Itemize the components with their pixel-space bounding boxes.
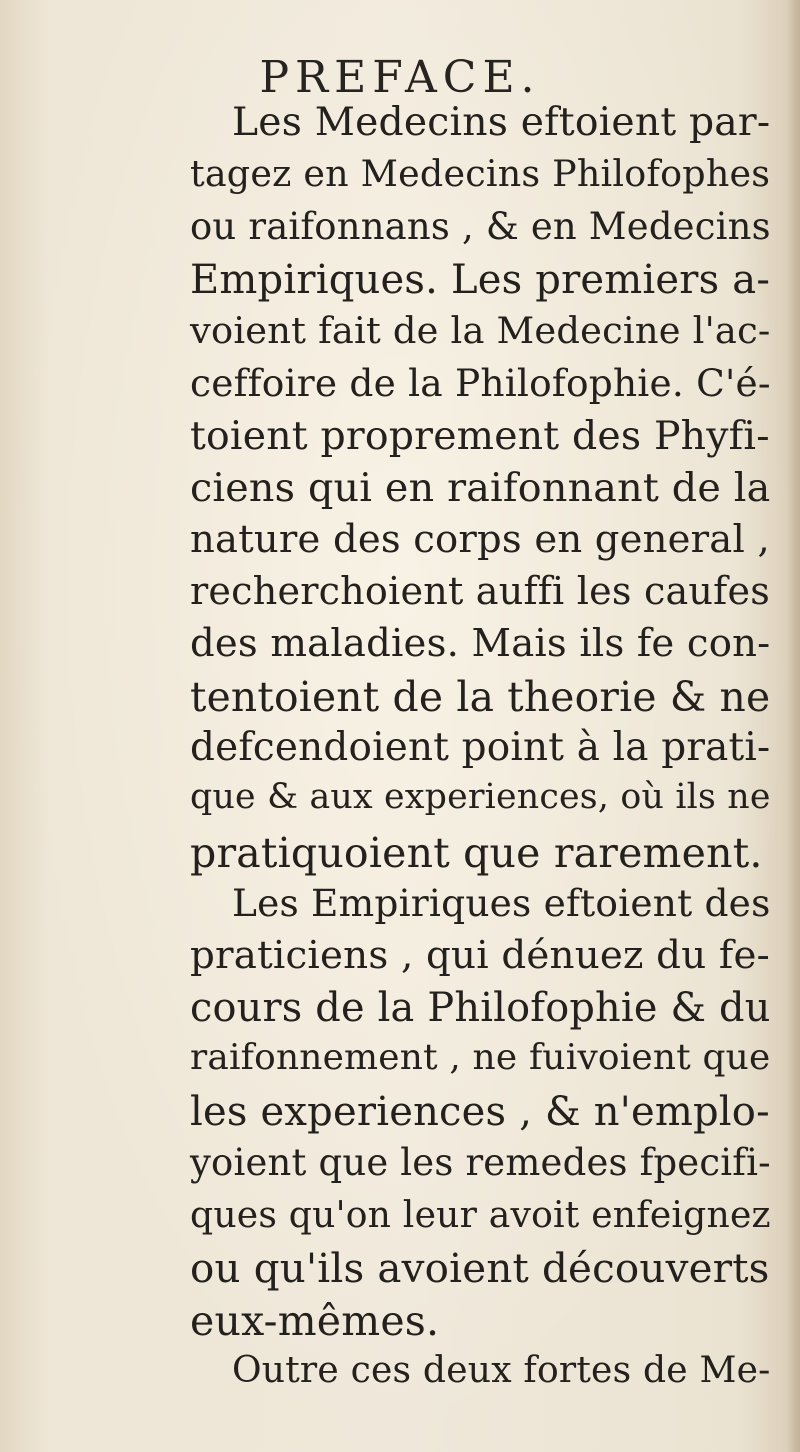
text-line: Les Medecins eftoient par- bbox=[232, 100, 771, 145]
text-line: Empiriques. Les premiers a- bbox=[190, 257, 771, 303]
text-line: voient fait de la Medecine l'ac- bbox=[190, 309, 771, 352]
text-line: recherchoient auffi les caufes bbox=[190, 569, 770, 613]
text-line: tagez en Medecins Philofophes bbox=[190, 152, 771, 195]
text-line: cours de la Philofophie & du bbox=[190, 985, 771, 1031]
page-edge-shadow bbox=[786, 0, 800, 1452]
text-line: des maladies. Mais ils fe con- bbox=[190, 621, 771, 666]
text-line: nature des corps en general , bbox=[190, 517, 770, 562]
text-line: Les Empiriques eftoient des bbox=[232, 881, 771, 925]
text-line: ou qu'ils avoient découverts bbox=[190, 1245, 770, 1292]
text-line: pratiquoient que rarement. bbox=[190, 829, 763, 877]
text-line: ciens qui en raifonnant de la bbox=[190, 465, 771, 511]
text-line: praticiens , qui dénuez du fe- bbox=[190, 933, 770, 978]
text-line: yoient que les remedes fpecifi- bbox=[190, 1141, 771, 1184]
text-line: tentoient de la theorie & ne bbox=[190, 673, 771, 721]
text-line: ceffoire de la Philofophie. C'é- bbox=[190, 361, 771, 405]
text-line: Outre ces deux fortes de Me- bbox=[232, 1349, 771, 1391]
text-line: toient proprement des Phyfi- bbox=[190, 413, 770, 459]
text-line: defcendoient point à la prati- bbox=[190, 725, 771, 770]
text-line: ques qu'on leur avoit enfeignez bbox=[190, 1193, 771, 1236]
text-line: ou raifonnans , & en Medecins bbox=[190, 205, 771, 248]
text-line: eux-mêmes. bbox=[190, 1297, 440, 1345]
running-header: PREFACE. bbox=[259, 52, 541, 103]
text-line: raifonnement , ne fuivoient que bbox=[190, 1037, 771, 1078]
text-line: les experiences , & n'emplo- bbox=[190, 1089, 770, 1135]
text-line: que & aux experiences, où ils ne bbox=[190, 777, 771, 817]
